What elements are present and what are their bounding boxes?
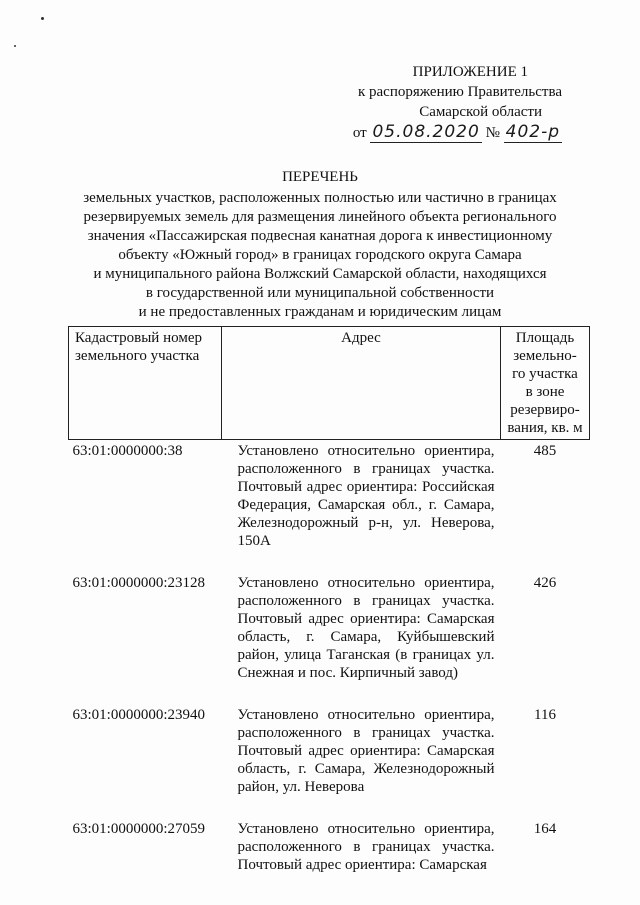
- land-plots-table: [68, 326, 590, 898]
- heading-title: ПЕРЕЧЕНЬ: [282, 169, 358, 185]
- cadastral-number: 63:01:0000000:23128: [72, 575, 206, 591]
- scan-speck: [41, 17, 44, 20]
- plot-area: 164: [533, 821, 557, 837]
- header-cadastral: Кадастровый номер земельного участка: [69, 327, 222, 440]
- heading-line: и не предоставленных гражданам и юридическим лицам: [138, 304, 502, 320]
- heading-line: и муниципального района Волжский Самарской области, находящихся: [93, 266, 547, 282]
- cadastral-number: 63:01:0000000:38: [72, 443, 183, 459]
- cadastral-number: 63:01:0000000:23940: [72, 707, 206, 723]
- document-heading: [0, 168, 640, 322]
- heading-line: земельных участков, расположенных полностью или частично в границах: [83, 190, 557, 206]
- appendix-title: ПРИЛОЖЕНИЕ 1: [412, 64, 528, 80]
- plot-area: 426: [533, 575, 557, 591]
- table-header-row: [69, 327, 590, 440]
- heading-line: резервируемых земель для размещения линейного объекта регионального: [83, 209, 557, 225]
- table-row: [69, 574, 590, 706]
- header-area: Площадь земельно-го участка в зоне резервиро-вания, кв. м: [501, 327, 590, 440]
- appendix-date-line: [302, 122, 562, 143]
- handwritten-date: 05.08.2020: [372, 122, 480, 142]
- handwritten-number: 402-р: [505, 122, 560, 142]
- plot-area: 485: [533, 443, 557, 459]
- cadastral-number: 63:01:0000000:27059: [72, 821, 206, 837]
- table-row: [69, 820, 590, 898]
- number-prefix: №: [485, 125, 500, 141]
- table-row: [69, 706, 590, 820]
- heading-line: в государственной или муниципальной собственности: [145, 285, 495, 301]
- appendix-line-region: Самарской области: [419, 104, 542, 120]
- scan-speck: [14, 45, 16, 47]
- appendix-block: [302, 62, 562, 143]
- date-prefix: от: [352, 125, 367, 141]
- table-row: [69, 440, 590, 575]
- plot-address: Установлено относительно ориентира, расположенного в границах участка. Почтовый адрес ориентира: Самарская область, г. Самара, Железнодорожный район, ул. Неверова: [237, 707, 495, 795]
- plot-area: 116: [534, 707, 556, 723]
- heading-line: объекту «Южный город» в границах городского округа Самара: [118, 247, 522, 263]
- appendix-line-order: к распоряжению Правительства: [357, 84, 562, 100]
- heading-line: значения «Пассажирская подвесная канатная дорога к инвестиционному: [87, 228, 553, 244]
- plot-address: Установлено относительно ориентира, расположенного в границах участка. Почтовый адрес ориентира: Самарская область, г. Самара, Куйбышевский район, улица Таганская (в границах ул. Снежная и пос. Кирпичный завод): [237, 575, 495, 681]
- plot-address: Установлено относительно ориентира, расположенного в границах участка. Почтовый адрес ориентира: Самарская: [237, 821, 495, 873]
- header-address: Адрес: [222, 327, 501, 440]
- plot-address: Установлено относительно ориентира, расположенного в границах участка. Почтовый адрес ориентира: Российская Федерация, Самарская обл., г. Самара, Железнодорожный р-н, ул. Неверова, 150А: [237, 443, 495, 549]
